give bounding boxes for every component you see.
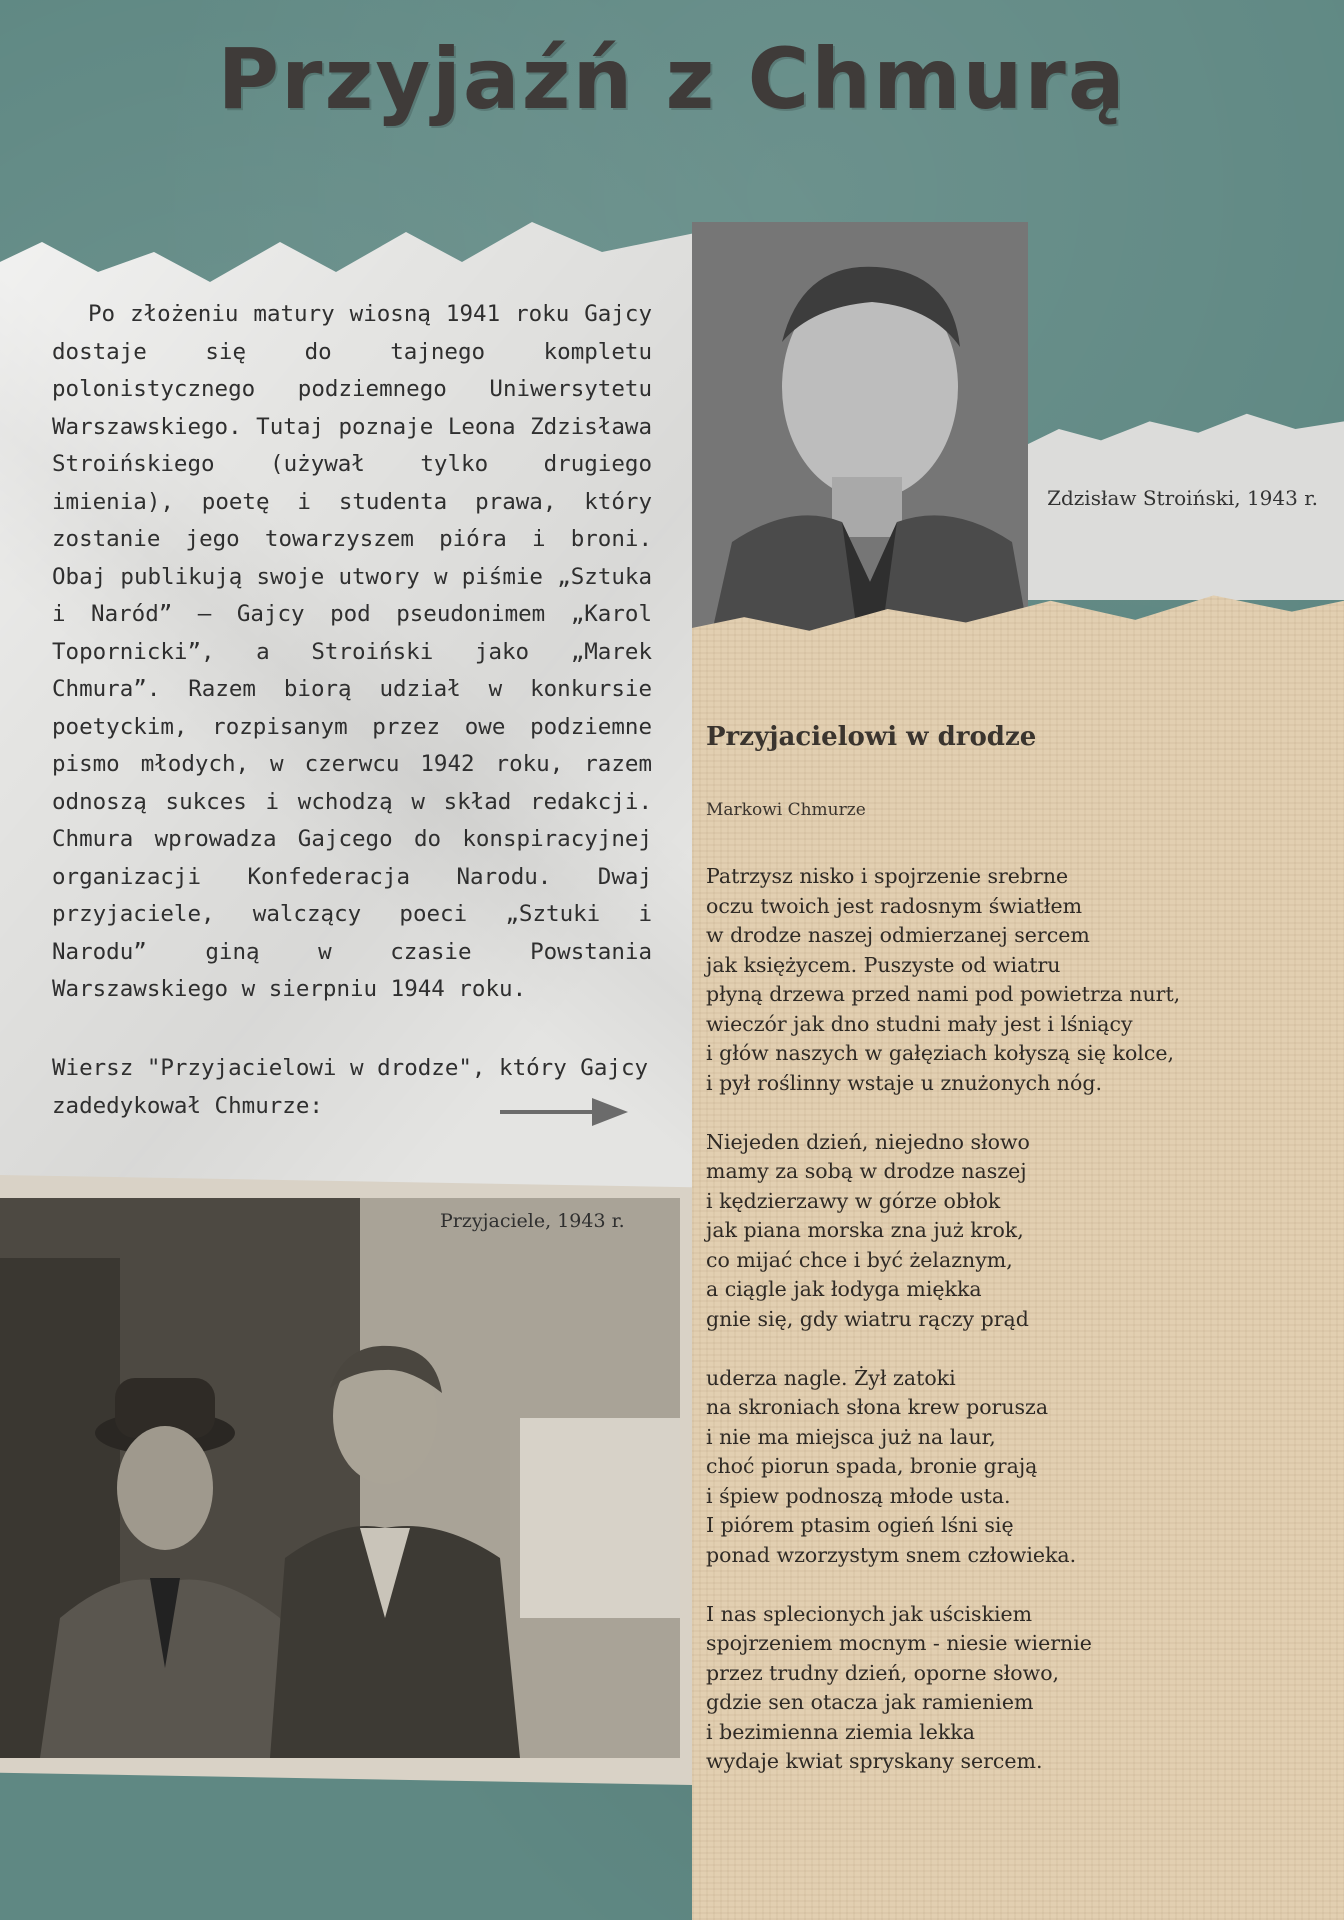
portrait-caption: Zdzisław Stroiński, 1943 r. — [1047, 486, 1318, 510]
poem-line: i nie ma miejsca już na laur, — [706, 1424, 996, 1449]
poem-line: płyną drzewa przed nami pod powietrza nurt, — [706, 982, 1181, 1006]
poem-stanza — [706, 1600, 1336, 1777]
poem-line: I nas splecionych jak uściskiem — [706, 1601, 1033, 1626]
poem-line: Niejeden dzień, niejedno słowo — [706, 1129, 1030, 1154]
poem-line: ponad wzorzystym snem człowieka. — [706, 1542, 1077, 1567]
poem-line: jak piana morska zna już krok, — [706, 1218, 1024, 1242]
poem-line: I piórem ptasim ogień lśni się — [706, 1513, 1014, 1537]
poem-line: i kędzierzawy w górze obłok — [706, 1188, 1001, 1213]
poem-line: w drodze naszej odmierzanej sercem — [706, 923, 1090, 947]
poem-line: choć piorun spada, bronie grają — [706, 1454, 1038, 1478]
poem-line: i głów naszych w gałęziach kołyszą się kolce, — [706, 1041, 1174, 1065]
page-title: Przyjaźń z Chmurą — [217, 30, 1127, 128]
poem-line: wydaje kwiat spryskany sercem. — [706, 1749, 1043, 1773]
body-paragraph: Po złożeniu matury wiosną 1941 roku Gajcy dostaje się do tajnego kompletu polonistycznego podziemnego Uniwersytetu Warszawskiego. Tutaj poznaje Leona Zdzisława Stroińskiego (używał tylko drugiego imienia), poetę i studenta prawa, który zostanie jego towarzyszem pióra i broni. Obaj publikują swoje utwory w piśmie „Sztuka i Naród” – Gajcy pod pseudonimem „Karol Topornicki”, a Stroiński jako „Marek Chmura”. Razem biorą udział w konkursie poetyckim, rozpisanym przez owe podziemne pismo młodych, w czerwcu 1942 roku, razem odnoszą sukces i wchodzą w skład redakcji. Chmura wprowadza Gajcego do konspiracyjnej organizacji Konfederacja Narodu. Dwaj przyjaciele, walczący poeci „Sztuki i Narodu” giną w czasie Powstania Warszawskiego w sierpniu 1944 roku. — [52, 301, 652, 1002]
poem-line: gdzie sen otacza jak ramieniem — [706, 1690, 1034, 1714]
poem-stanza — [706, 1128, 1336, 1335]
portrait-image — [692, 222, 1028, 632]
poem-text — [706, 862, 1336, 1806]
intro-text: Wiersz "Przyjacielowi w drodze", który Gajcy zadedykował Chmurze: — [52, 1055, 649, 1119]
street-photo — [0, 1198, 680, 1758]
poem-line: i bezimienna ziemia lekka — [706, 1719, 975, 1744]
body-text — [52, 296, 652, 1009]
poem-line: co mijać chce i być żelaznym, — [706, 1247, 1013, 1272]
poem-line: wieczór jak dno studni mały jest i lśniący — [706, 1011, 1133, 1036]
poem-line: i śpiew podnoszą młode usta. — [706, 1483, 1011, 1508]
poem-line: przez trudny dzień, oporne słowo, — [706, 1660, 1060, 1685]
poem-line: mamy za sobą w drodze naszej — [706, 1159, 1027, 1183]
street-image — [0, 1198, 680, 1758]
poem-line: oczu twoich jest radosnym światłem — [706, 893, 1083, 918]
poem-line: Patrzysz nisko i spojrzenie srebrne — [706, 864, 1069, 888]
poem-line: uderza nagle. Żył zatoki — [706, 1365, 956, 1390]
poem-line: na skroniach słona krew porusza — [706, 1395, 1049, 1419]
poem-title: Przyjacielowi w drodze — [706, 722, 1037, 752]
poem-line: i pył roślinny wstaje u znużonych nóg. — [706, 1070, 1102, 1095]
arrow-right-icon — [500, 1092, 630, 1132]
poem-stanza — [706, 862, 1336, 1098]
poem-line: jak księżycem. Puszyste od wiatru — [706, 952, 1061, 977]
portrait-photo — [692, 222, 1028, 632]
poem-line: a ciągle jak łodyga miękka — [706, 1277, 982, 1301]
street-caption: Przyjaciele, 1943 r. — [440, 1210, 625, 1232]
poem-dedication: Markowi Chmurze — [706, 800, 866, 820]
poem-line: spojrzeniem mocnym - niesie wiernie — [706, 1631, 1092, 1655]
poem-line: gnie się, gdy wiatru rączy prąd — [706, 1306, 1029, 1331]
poem-stanza — [706, 1364, 1336, 1571]
